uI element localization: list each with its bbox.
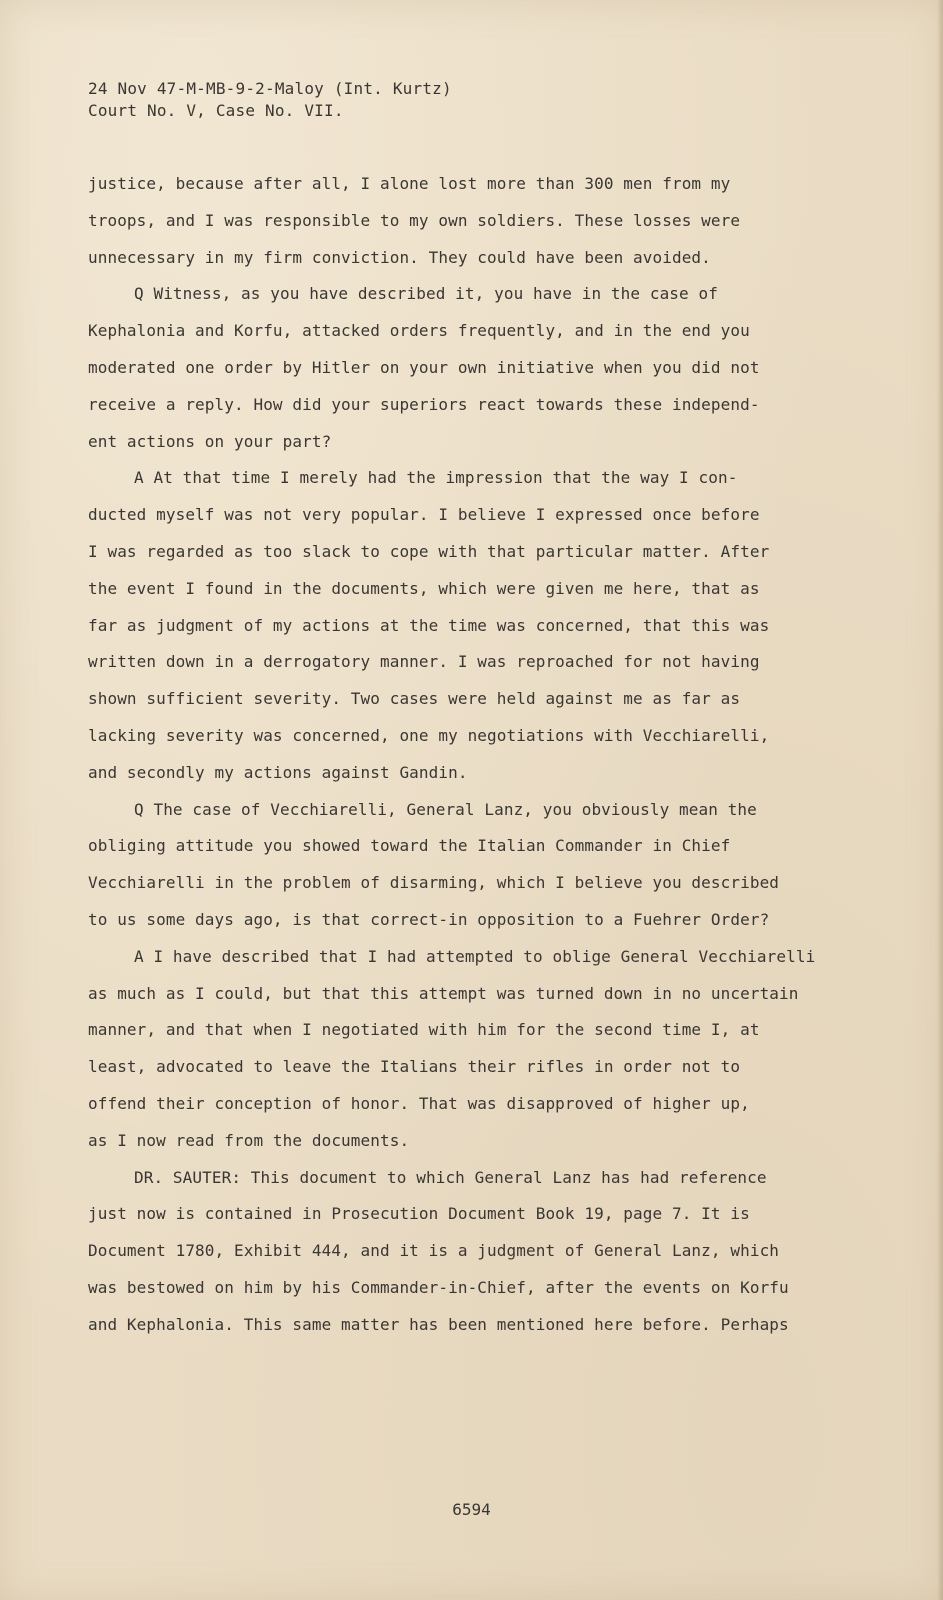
text-line: troops, and I was responsible to my own soldiers. These losses were bbox=[88, 210, 741, 230]
text-line: lacking severity was concerned, one my negotiations with Vecchiarelli, bbox=[88, 725, 770, 745]
text-line: moderated one order by Hitler on your own initiative when you did not bbox=[88, 357, 760, 377]
text-line: written down in a derrogatory manner. I was reproached for not having bbox=[88, 652, 760, 672]
text-line: and secondly my actions against Gandin. bbox=[88, 762, 468, 782]
header-line-1: 24 Nov 47-M-MB-9-2-Maloy (Int. Kurtz) bbox=[88, 79, 452, 98]
transcript-body bbox=[88, 174, 888, 1352]
text-line: ducted myself was not very popular. I believe I expressed once before bbox=[88, 505, 760, 525]
text-line: shown sufficient severity. Two cases were held against me as far as bbox=[88, 689, 741, 709]
text-line: A At that time I merely had the impression that the way I con- bbox=[134, 468, 738, 488]
text-line: as I now read from the documents. bbox=[88, 1130, 410, 1150]
text-line: manner, and that when I negotiated with him for the second time I, at bbox=[88, 1020, 760, 1040]
text-line: obliging attitude you showed toward the Italian Commander in Chief bbox=[88, 836, 731, 856]
text-line: justice, because after all, I alone lost more than 300 men from my bbox=[88, 174, 731, 193]
text-line: A I have described that I had attempted to oblige General Vecchiarelli bbox=[134, 946, 816, 966]
text-line: ent actions on your part? bbox=[88, 431, 332, 451]
header-line-2: Court No. V, Case No. VII. bbox=[88, 101, 344, 120]
text-line: Q Witness, as you have described it, you have in the case of bbox=[134, 284, 718, 304]
page-number: 6594 bbox=[452, 1500, 491, 1519]
text-line: to us some days ago, is that correct-in opposition to a Fuehrer Order? bbox=[88, 909, 770, 929]
text-line: was bestowed on him by his Commander-in-Chief, after the events on Korfu bbox=[88, 1277, 789, 1297]
document-header bbox=[88, 78, 452, 122]
text-line: just now is contained in Prosecution Document Book 19, page 7. It is bbox=[88, 1204, 750, 1224]
text-line: I was regarded as too slack to cope with that particular matter. After bbox=[88, 541, 770, 561]
text-line: DR. SAUTER: This document to which General Lanz has had reference bbox=[134, 1167, 767, 1187]
text-line: offend their conception of honor. That was disapproved of higher up, bbox=[88, 1093, 750, 1113]
text-line: receive a reply. How did your superiors react towards these independ- bbox=[88, 394, 760, 414]
text-line: Q The case of Vecchiarelli, General Lanz, you obviously mean the bbox=[134, 799, 757, 819]
text-line: Document 1780, Exhibit 444, and it is a judgment of General Lanz, which bbox=[88, 1241, 780, 1261]
text-line: Vecchiarelli in the problem of disarming, which I believe you described bbox=[88, 873, 780, 893]
page-edge-shadow bbox=[937, 0, 943, 1600]
text-line: Kephalonia and Korfu, attacked orders frequently, and in the end you bbox=[88, 321, 750, 341]
text-line: least, advocated to leave the Italians their rifles in order not to bbox=[88, 1057, 741, 1077]
text-line: and Kephalonia. This same matter has been mentioned here before. Perhaps bbox=[88, 1314, 789, 1334]
text-line: as much as I could, but that this attempt was turned down in no uncertain bbox=[88, 983, 799, 1003]
text-line: far as judgment of my actions at the time was concerned, that this was bbox=[88, 615, 770, 635]
text-line: unnecessary in my firm conviction. They could have been avoided. bbox=[88, 247, 711, 267]
text-line: the event I found in the documents, which were given me here, that as bbox=[88, 578, 760, 598]
